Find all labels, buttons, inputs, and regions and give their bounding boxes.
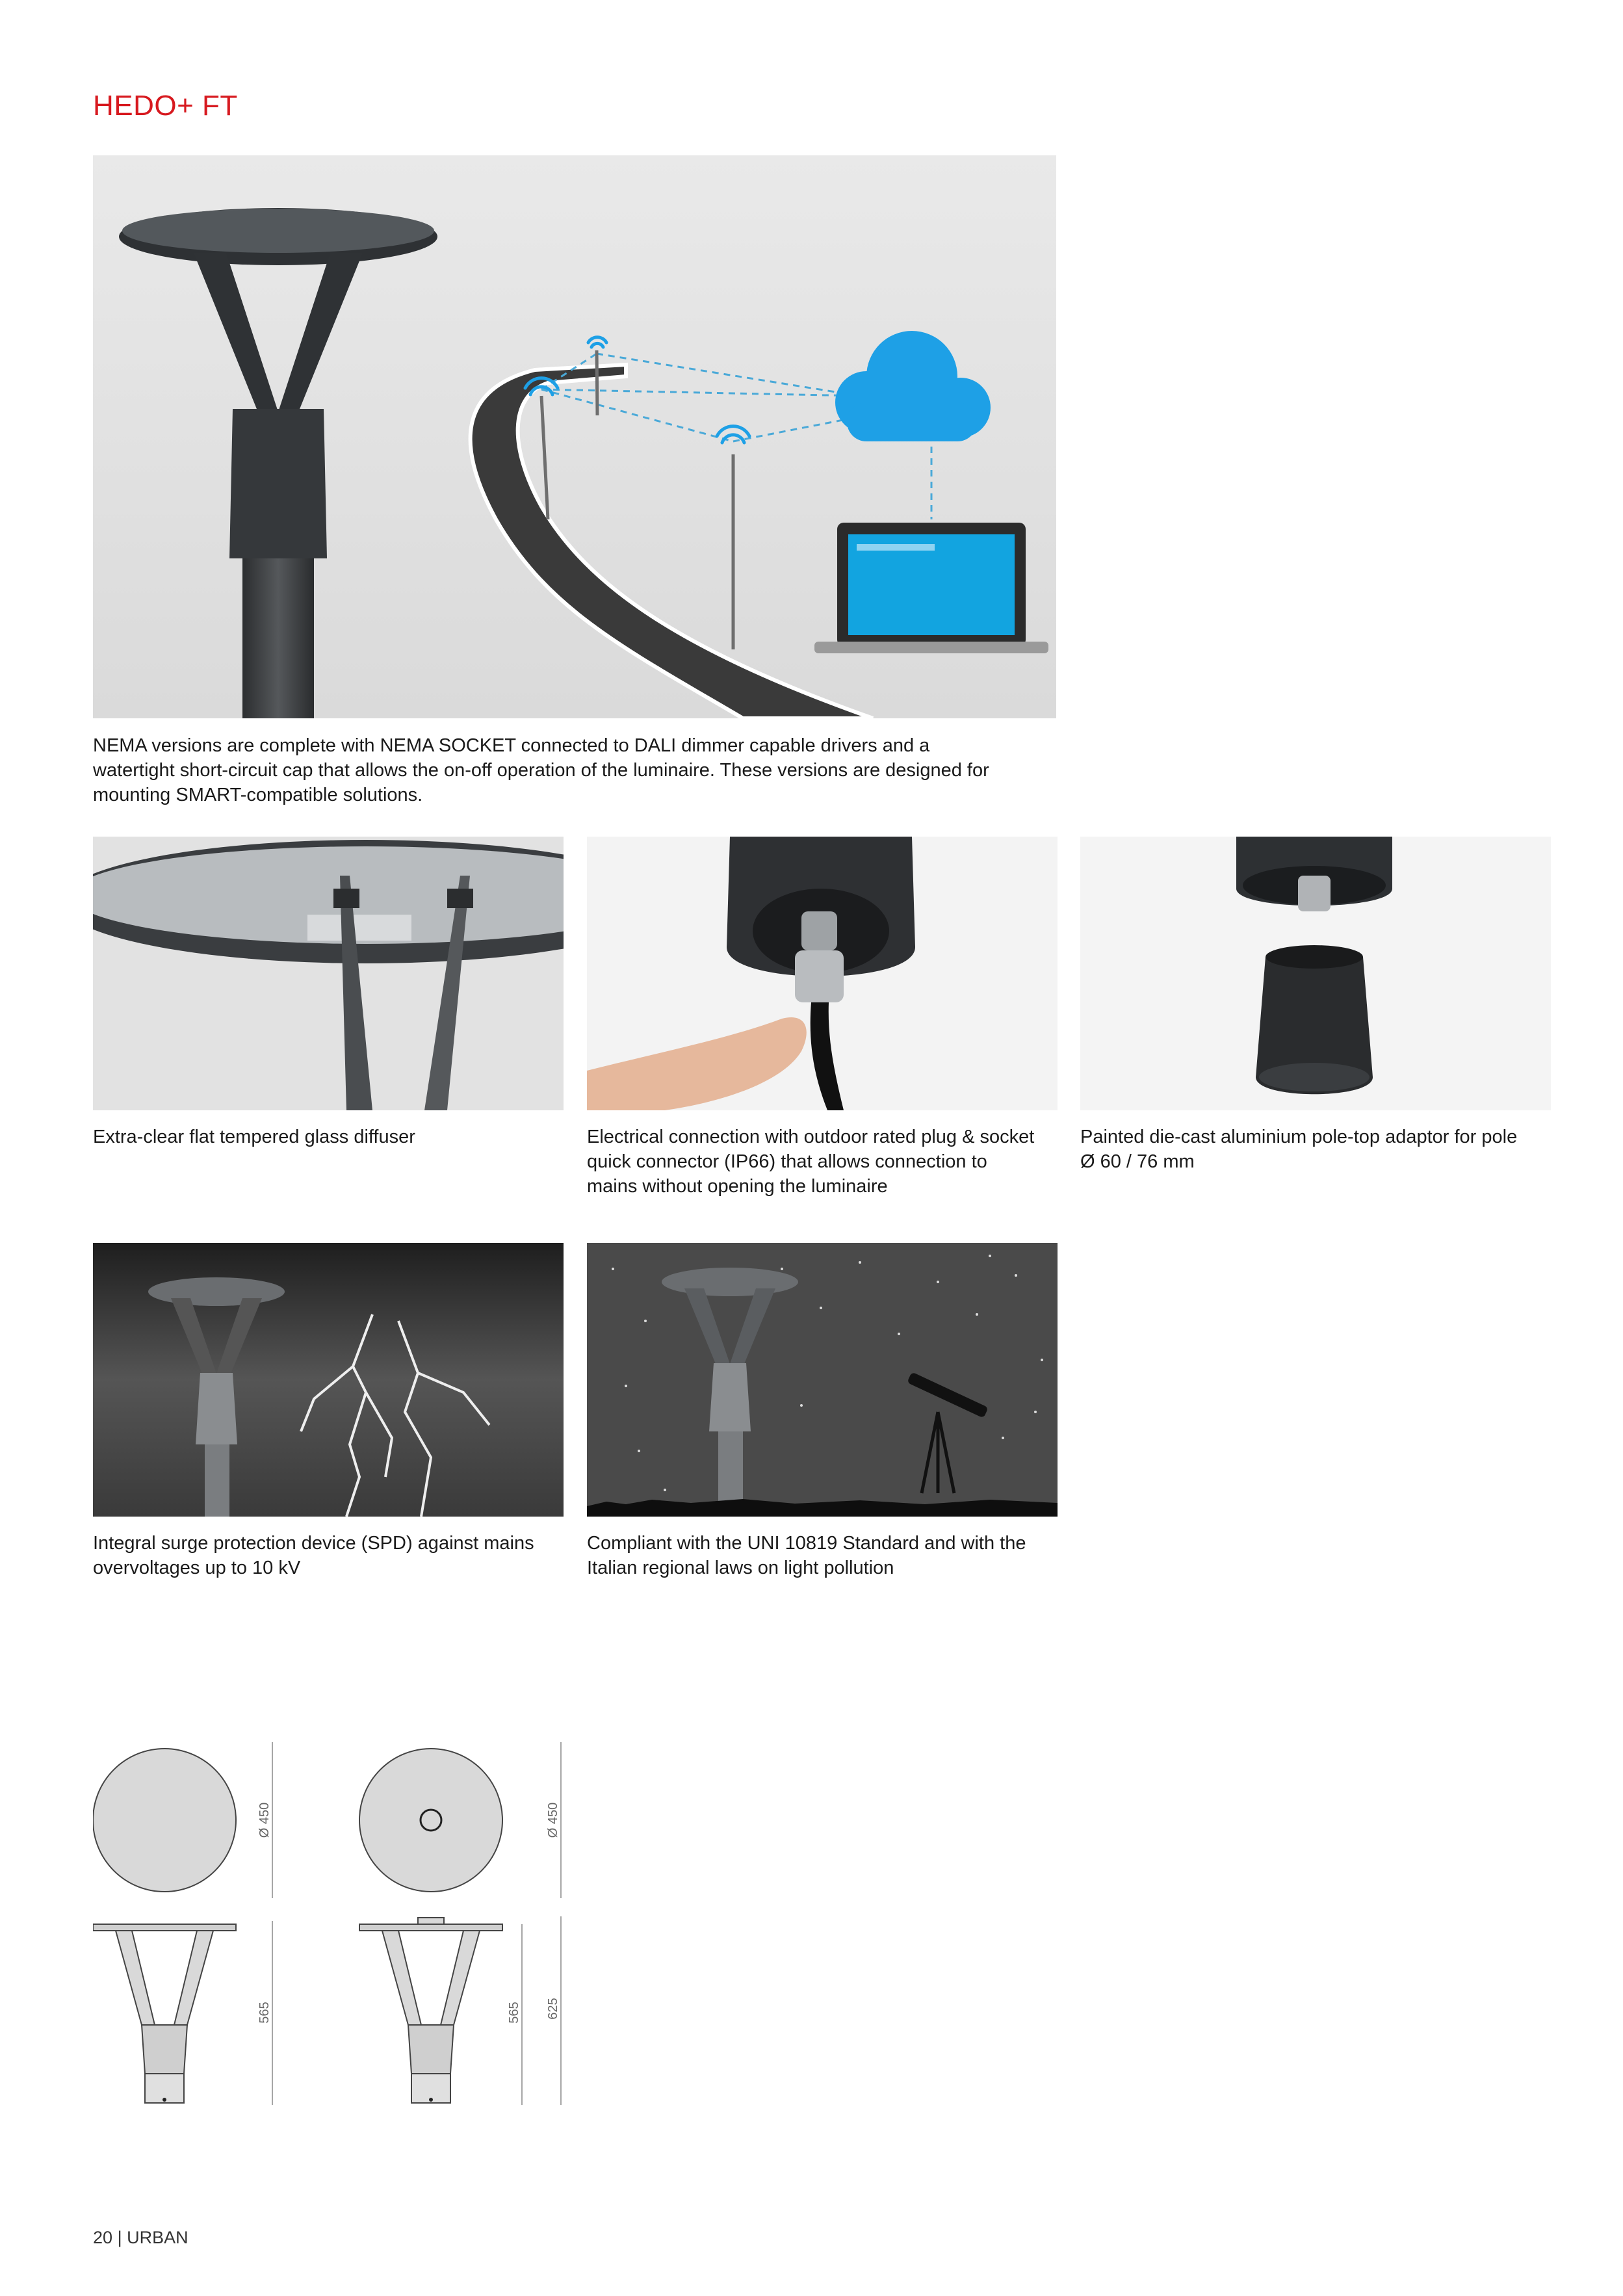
connector-image bbox=[587, 837, 1058, 1110]
page-number: 20 bbox=[93, 2228, 113, 2247]
feature-caption-3: Painted die-cast aluminium pole-top adaptor for pole Ø 60 / 76 mm bbox=[1080, 1127, 1518, 1172]
light-pollution-night-sky-image bbox=[587, 1243, 1058, 1517]
hero-smart-lighting-image bbox=[93, 155, 1056, 718]
feature-caption-5: Compliant with the UNI 10819 Standard and with the Italian regional laws on light pollution bbox=[587, 1533, 1026, 1578]
footer-separator: | bbox=[117, 2228, 122, 2247]
dim-side-right-height-b: 625 bbox=[546, 1998, 560, 2020]
hero-caption: NEMA versions are complete with NEMA SOCKET connected to DALI dimmer capable drivers and a watertight short-circuit cap that allows the on-off operation of the luminaire. These versions are designed for mounting SMART-compatible solutions. bbox=[93, 735, 989, 805]
surge-protection-lightning-image bbox=[93, 1243, 564, 1517]
glass-diffuser-image bbox=[93, 837, 564, 1110]
footer-section: URBAN bbox=[127, 2228, 188, 2247]
technical-drawings bbox=[93, 1729, 587, 2119]
feature-caption-2: Electrical connection with outdoor rated plug & socket quick connector (IP66) that allows connection to mains without opening the luminaire bbox=[587, 1127, 1035, 1197]
dim-side-right-height-a: 565 bbox=[507, 2002, 521, 2024]
page-footer bbox=[93, 2228, 188, 2248]
page-title: HEDO+ FT bbox=[93, 90, 238, 122]
dim-top-left-diameter: Ø 450 bbox=[257, 1802, 272, 1838]
dim-top-right-diameter: Ø 450 bbox=[546, 1802, 560, 1838]
dim-side-left-height: 565 bbox=[257, 2002, 272, 2024]
feature-caption-1: Extra-clear flat tempered glass diffuser bbox=[93, 1127, 415, 1147]
pole-top-adaptor-image bbox=[1080, 837, 1551, 1110]
feature-caption-4: Integral surge protection device (SPD) against mains overvoltages up to 10 kV bbox=[93, 1533, 534, 1578]
